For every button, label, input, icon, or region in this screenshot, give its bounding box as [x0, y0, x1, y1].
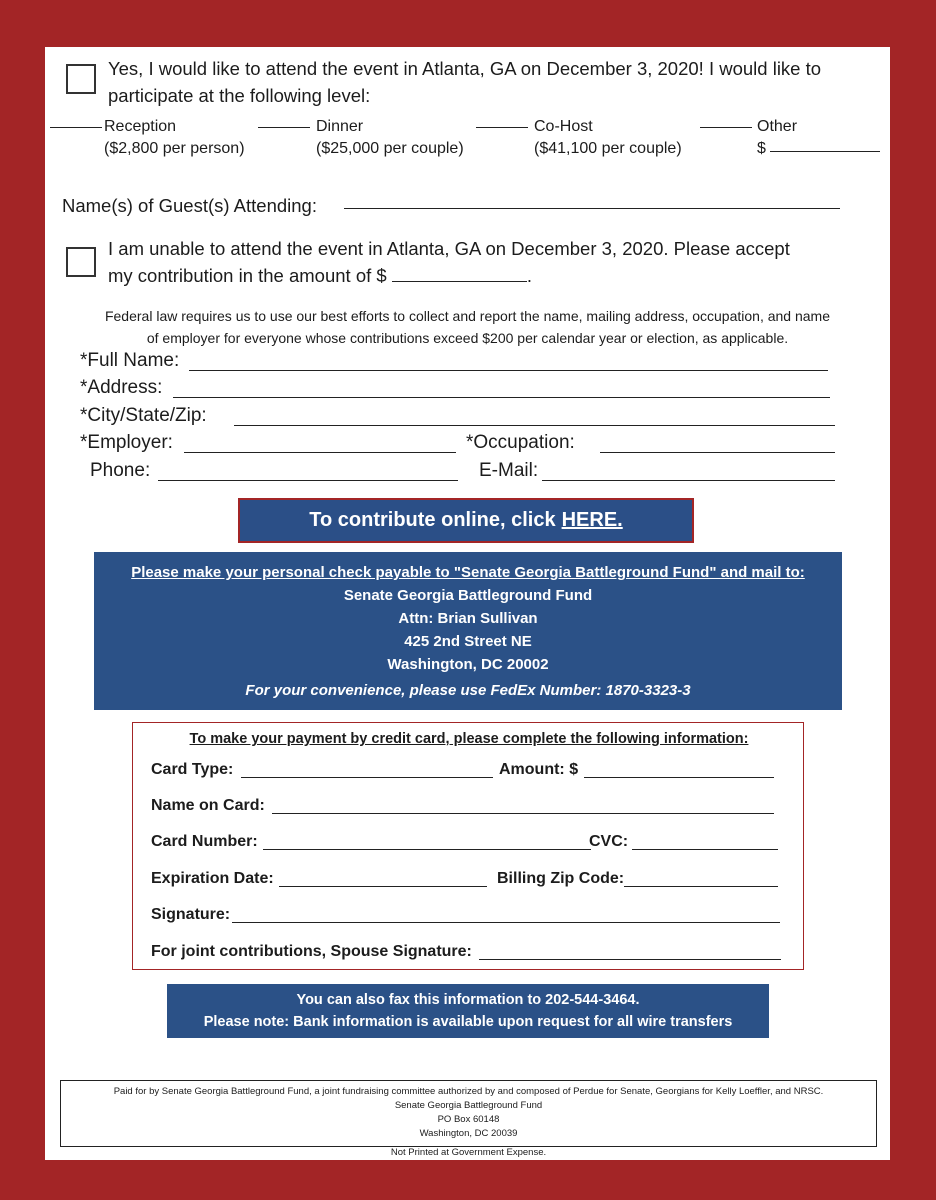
level-name: Other — [757, 118, 798, 135]
level-price: $ — [757, 140, 766, 157]
fax-box — [167, 984, 769, 1038]
amount-label: Amount: $ — [499, 761, 579, 778]
address-label: *Address: — [80, 377, 163, 398]
disclaimer-line1: Paid for by Senate Georgia Battleground Fund, a joint fundraising committee authorized by and composed of Perdue for Senate, Georgians for Kelly Loeffler, and NRSC. — [113, 1086, 824, 1097]
contribute-online-button[interactable] — [238, 498, 694, 543]
full-name-line[interactable] — [189, 370, 828, 371]
cohost-blank[interactable] — [476, 127, 528, 128]
level-price: ($41,100 per couple) — [534, 140, 682, 157]
level-name: Reception — [104, 118, 177, 135]
cvc-label: CVC: — [589, 833, 629, 850]
phone-line[interactable] — [158, 480, 458, 481]
fax-line1: You can also fax this information to 202-544-3464. — [296, 992, 640, 1008]
dinner-blank[interactable] — [258, 127, 310, 128]
email-label: E-Mail: — [479, 460, 539, 481]
other-blank[interactable] — [700, 127, 752, 128]
disclaimer-line4: Washington, DC 20039 — [419, 1128, 518, 1139]
city-label: *City/State/Zip: — [80, 405, 207, 426]
guests-line[interactable] — [344, 208, 840, 209]
address-line[interactable] — [173, 397, 830, 398]
level-price: ($2,800 per person) — [104, 140, 245, 157]
reception-blank[interactable] — [50, 127, 102, 128]
level-price: ($25,000 per couple) — [316, 140, 464, 157]
attend-text-line2: participate at the following level: — [108, 85, 371, 106]
other-amount-line[interactable] — [770, 151, 880, 152]
city-line[interactable] — [234, 425, 835, 426]
email-line[interactable] — [542, 480, 835, 481]
level-reception — [104, 116, 245, 160]
spouse-signature-line[interactable] — [479, 959, 781, 960]
name-on-card-label: Name on Card: — [151, 797, 265, 814]
level-cohost — [534, 116, 682, 160]
paid-for-disclaimer — [60, 1080, 877, 1147]
occupation-label: *Occupation: — [466, 432, 575, 453]
cvc-line[interactable] — [632, 849, 778, 850]
expiration-line[interactable] — [279, 886, 487, 887]
federal-law-line2: of employer for everyone whose contributions exceed $200 per calendar year or election, as applicable. — [146, 330, 789, 346]
federal-law-line1: Federal law requires us to use our best efforts to collect and report the name, mailing address, occupation, and name — [104, 308, 831, 324]
mail-attn: Attn: Brian Sullivan — [398, 610, 538, 627]
mail-header: Please make your personal check payable to "Senate Georgia Battleground Fund" and mail to: — [131, 564, 805, 581]
level-dinner — [316, 116, 464, 160]
card-type-line[interactable] — [241, 777, 493, 778]
level-other — [757, 116, 797, 160]
form-page — [45, 47, 890, 1160]
expiration-label: Expiration Date: — [151, 870, 274, 887]
mail-fund-name: Senate Georgia Battleground Fund — [343, 587, 593, 604]
occupation-line[interactable] — [600, 452, 835, 453]
attend-checkbox[interactable] — [66, 64, 96, 94]
disclaimer-line2: Senate Georgia Battleground Fund — [394, 1100, 543, 1111]
attend-text — [108, 55, 878, 109]
full-name-label: *Full Name: — [80, 350, 180, 371]
billing-zip-line[interactable] — [624, 886, 778, 887]
signature-label: Signature: — [151, 906, 231, 923]
employer-label: *Employer: — [80, 432, 173, 453]
disclaimer-line3: PO Box 60148 — [437, 1114, 500, 1125]
decline-text — [108, 235, 878, 289]
fax-line2: Please note: Bank information is available upon request for all wire transfers — [203, 1014, 733, 1030]
guests-label: Name(s) of Guest(s) Attending: — [62, 195, 317, 216]
decline-period: . — [526, 265, 532, 286]
decline-checkbox[interactable] — [66, 247, 96, 277]
employer-line[interactable] — [184, 452, 456, 453]
contribute-online-text: To contribute online, click — [309, 509, 556, 531]
credit-card-box — [132, 722, 804, 970]
not-printed-notice: Not Printed at Government Expense. — [390, 1147, 547, 1158]
phone-label: Phone: — [90, 460, 151, 481]
card-type-label: Card Type: — [151, 761, 234, 778]
name-on-card-line[interactable] — [272, 813, 774, 814]
billing-zip-label: Billing Zip Code: — [497, 870, 625, 887]
level-name: Dinner — [316, 118, 364, 135]
mail-fedex: For your convenience, please use FedEx Number: 1870-3323-3 — [245, 682, 691, 699]
mail-street: 425 2nd Street NE — [404, 633, 532, 650]
federal-law-notice — [45, 305, 890, 349]
mail-city: Washington, DC 20002 — [387, 656, 549, 673]
decline-text-line2 — [108, 262, 878, 289]
decline-amount-label: my contribution in the amount of $ — [108, 265, 387, 286]
card-number-label: Card Number: — [151, 833, 258, 850]
amount-line[interactable] — [584, 777, 774, 778]
level-name: Co-Host — [534, 118, 593, 135]
contribute-online-link[interactable]: HERE. — [561, 509, 623, 531]
attend-text-line1: Yes, I would like to attend the event in Atlanta, GA on December 3, 2020! I would like to — [108, 58, 822, 79]
card-number-line[interactable] — [263, 849, 591, 850]
mail-check-box — [94, 552, 842, 710]
decline-amount-line[interactable] — [392, 263, 527, 282]
decline-text-line1: I am unable to attend the event in Atlanta, GA on December 3, 2020. Please accept — [108, 238, 790, 259]
cc-header: To make your payment by credit card, please complete the following information: — [189, 731, 749, 747]
signature-line[interactable] — [232, 922, 780, 923]
spouse-signature-label: For joint contributions, Spouse Signature: — [151, 943, 472, 960]
